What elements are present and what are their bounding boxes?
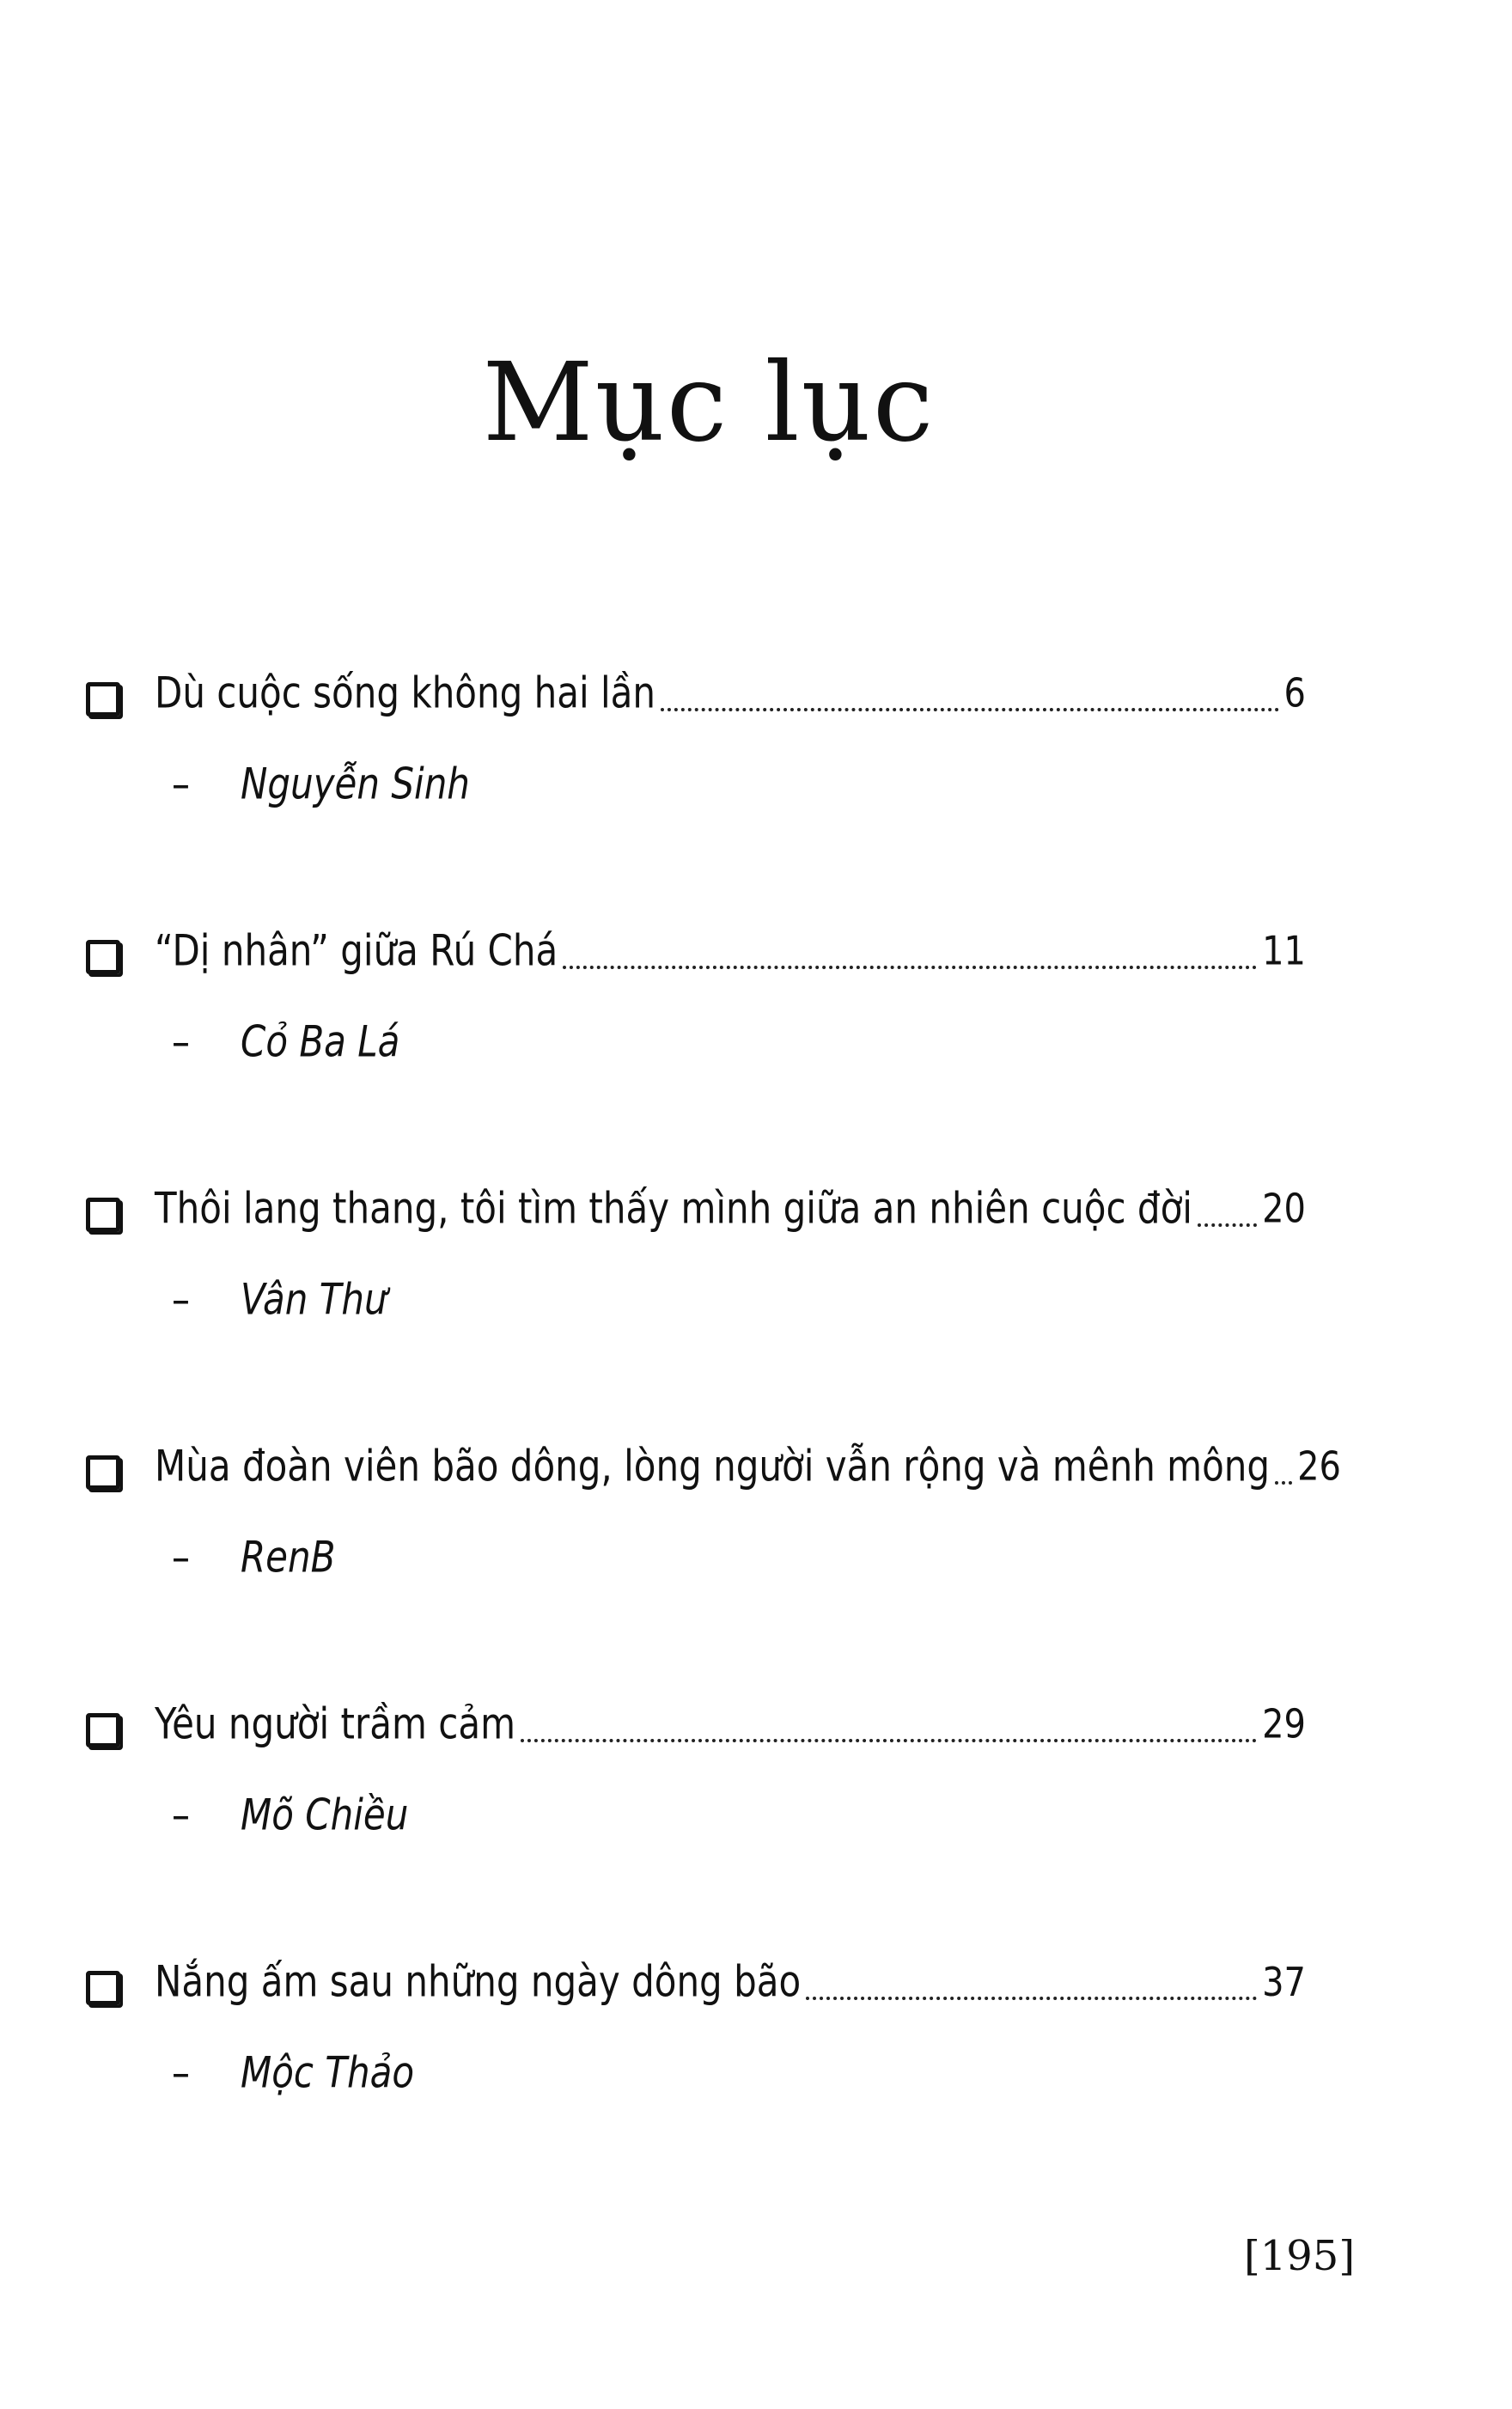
dot-leader — [521, 1739, 1257, 1742]
toc-entry-author-line — [172, 1529, 335, 1586]
toc-entry-line — [86, 1692, 1306, 1753]
toc-entry-line — [86, 919, 1306, 979]
checkbox-bullet-icon — [86, 1455, 120, 1490]
dot-leader — [1198, 1223, 1257, 1227]
toc-entry-title: Nắng ấm sau những ngày dông bão — [155, 1956, 802, 2007]
checkbox-bullet-icon — [86, 1713, 120, 1747]
toc-entry-line — [86, 1177, 1306, 1237]
toc-entry — [86, 1151, 1306, 1409]
page-title: Mục lục — [482, 339, 936, 466]
toc-entry-author: RenB — [241, 1532, 336, 1583]
checkbox-bullet-icon — [86, 1198, 120, 1232]
toc-entry-title: Yêu người trầm cảm — [155, 1698, 515, 1749]
toc-entry-author: Vân Thư — [241, 1274, 387, 1325]
toc-entry-title: Dù cuộc sống không hai lần — [155, 668, 656, 718]
toc-entry-author: Cỏ Ba Lá — [241, 1016, 400, 1067]
dot-leader — [661, 708, 1279, 711]
author-dash: – — [172, 1790, 190, 1840]
toc-entry-author-line — [172, 1272, 387, 1328]
toc-entry-line — [86, 1950, 1306, 2010]
toc-entry-page: 37 — [1262, 1960, 1306, 2006]
toc-entry — [86, 1924, 1306, 2182]
toc-entry-page: 11 — [1262, 929, 1306, 975]
dot-leader — [806, 1997, 1257, 2000]
toc-entry-author: Mõ Chiều — [241, 1790, 409, 1840]
toc-entry-author-line — [172, 1787, 408, 1844]
page-number: [195] — [1244, 2232, 1356, 2280]
toc-entry-page: 26 — [1297, 1444, 1341, 1491]
toc-entry-page: 20 — [1262, 1186, 1306, 1233]
toc-entry — [86, 636, 1306, 893]
toc-entry-author-line — [172, 2045, 414, 2101]
toc-entry-title: Mùa đoàn viên bão dông, lòng người vẫn rộng và mênh mông — [155, 1441, 1271, 1491]
toc-entry-author-line — [172, 1014, 399, 1070]
checkbox-bullet-icon — [86, 1971, 120, 2005]
toc-entry-page: 6 — [1283, 671, 1306, 717]
toc-entry — [86, 1667, 1306, 1924]
toc-entry-line — [86, 662, 1306, 722]
toc-entry-page: 29 — [1262, 1702, 1306, 1748]
toc-entry-line — [86, 1435, 1341, 1495]
author-dash: – — [172, 1532, 190, 1583]
author-dash: – — [172, 1016, 190, 1067]
table-of-contents — [86, 636, 1341, 2182]
checkbox-bullet-icon — [86, 940, 120, 974]
toc-entry-title: “Dị nhân” giữa Rú Chá — [155, 925, 558, 976]
checkbox-bullet-icon — [86, 682, 120, 717]
toc-entry-title: Thôi lang thang, tôi tìm thấy mình giữa an nhiên cuộc đời — [155, 1183, 1192, 1234]
author-dash: – — [172, 2047, 190, 2098]
author-dash: – — [172, 1274, 190, 1325]
dot-leader — [563, 966, 1257, 969]
toc-entry — [86, 893, 1306, 1151]
author-dash: – — [172, 759, 190, 809]
toc-entry-author: Nguyễn Sinh — [241, 759, 470, 809]
toc-entry-author: Mộc Thảo — [241, 2047, 415, 2098]
toc-entry-author-line — [172, 756, 470, 813]
toc-entry — [86, 1409, 1341, 1667]
dot-leader — [1275, 1481, 1292, 1485]
